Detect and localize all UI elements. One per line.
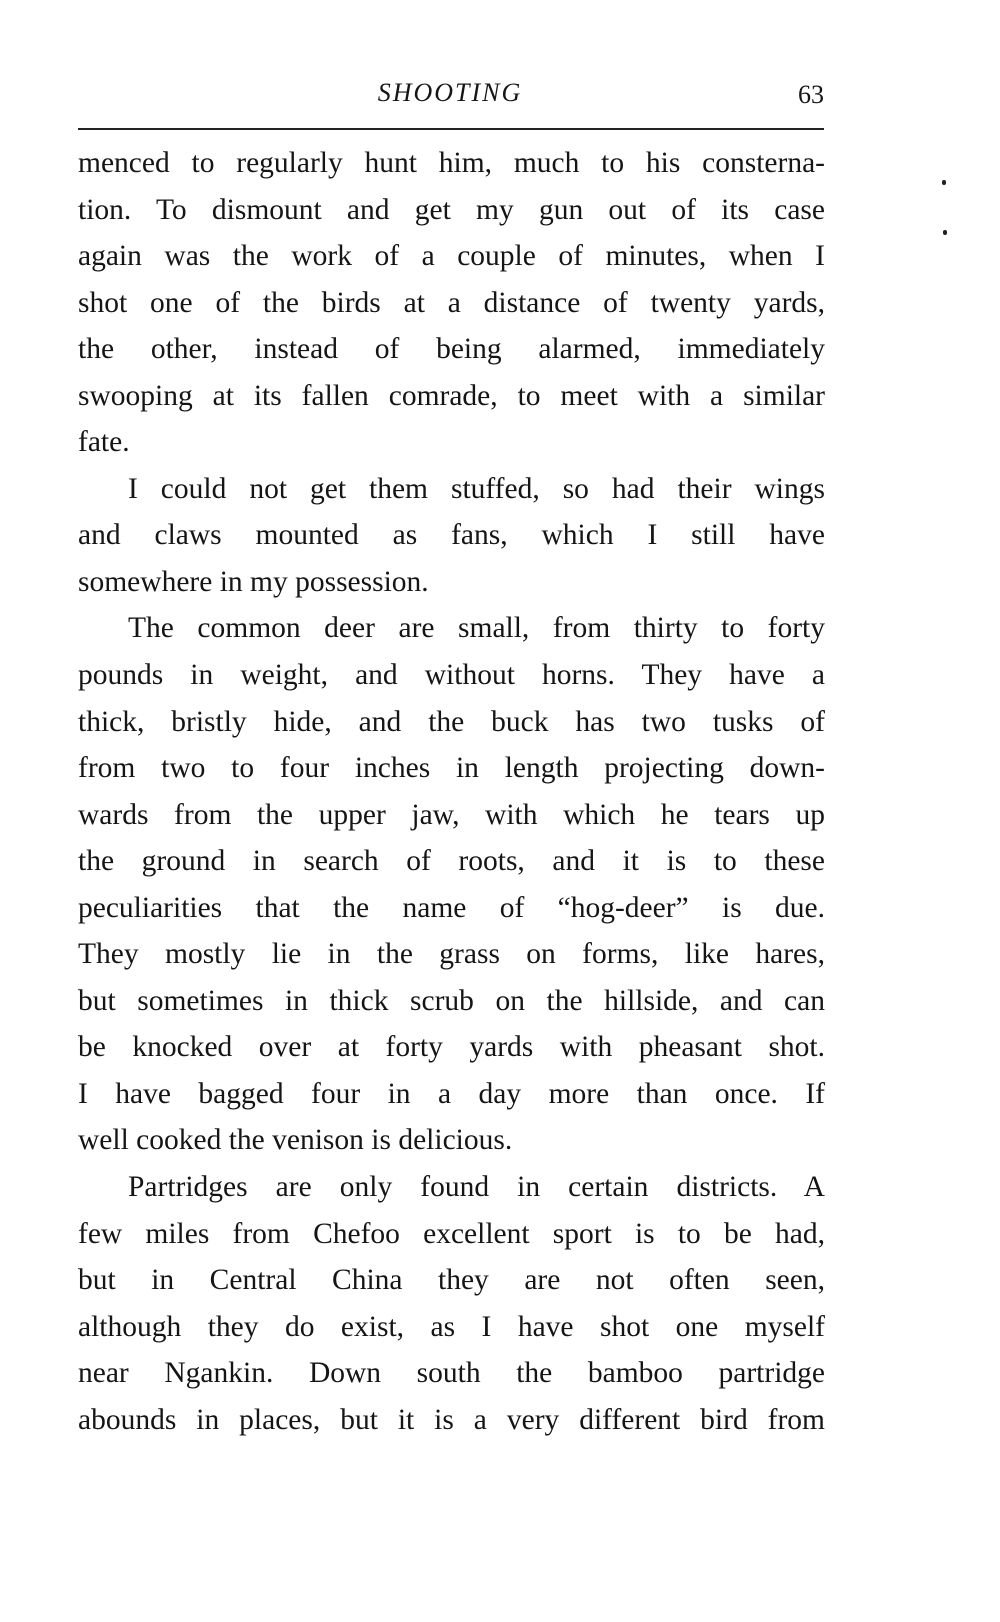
text-line: abounds in places, but it is a very different bird from [78,1403,825,1436]
text-line: be knocked over at forty yards with pheasant shot. [78,1031,825,1064]
text-line: the other, instead of being alarmed, immediately [78,333,825,366]
scan-speck [943,230,947,235]
text-line: I have bagged four in a day more than once. If [78,1077,825,1110]
running-header-title: SHOOTING [377,78,523,107]
text-line: and claws mounted as fans, which I still have [78,519,825,552]
paragraph-start-line: Partridges are only found in certain districts. A [128,1171,825,1204]
paragraph-start-line: The common deer are small, from thirty to forty [128,612,825,645]
text-line: well cooked the venison is delicious. [78,1124,513,1157]
paragraph-start-line: I could not get them stuffed, so had their wings [128,472,825,505]
text-line: but sometimes in thick scrub on the hillside, and can [78,984,825,1017]
text-line: few miles from Chefoo excellent sport is to be had, [78,1217,825,1250]
text-line: wards from the upper jaw, with which he tears up [78,798,825,831]
text-line: again was the work of a couple of minutes, when I [78,240,825,273]
header-rule [78,128,824,130]
text-line: shot one of the birds at a distance of twenty yards, [78,286,825,319]
text-line: fate. [78,426,130,459]
text-line: near Ngankin. Down south the bamboo partridge [78,1357,825,1390]
text-line: although they do exist, as I have shot one myself [78,1310,825,1343]
text-line: peculiarities that the name of “hog-deer” is due. [78,891,825,924]
text-line: from two to four inches in length projecting down- [78,752,825,785]
page-number: 63 [798,80,824,109]
text-line: pounds in weight, and without horns. They have a [78,659,825,692]
body-text [78,140,825,1443]
text-line: somewhere in my possession. [78,565,429,598]
text-line: swooping at its fallen comrade, to meet with a similar [78,379,825,412]
scan-speck [942,180,946,185]
text-line: They mostly lie in the grass on forms, like hares, [78,938,825,971]
text-line: menced to regularly hunt him, much to his consterna- [78,147,825,179]
text-line: but in Central China they are not often seen, [78,1264,825,1297]
text-line: thick, bristly hide, and the buck has two tusks of [78,705,825,738]
text-line: the ground in search of roots, and it is to these [78,845,825,878]
text-line: tion. To dismount and get my gun out of its case [78,193,825,226]
